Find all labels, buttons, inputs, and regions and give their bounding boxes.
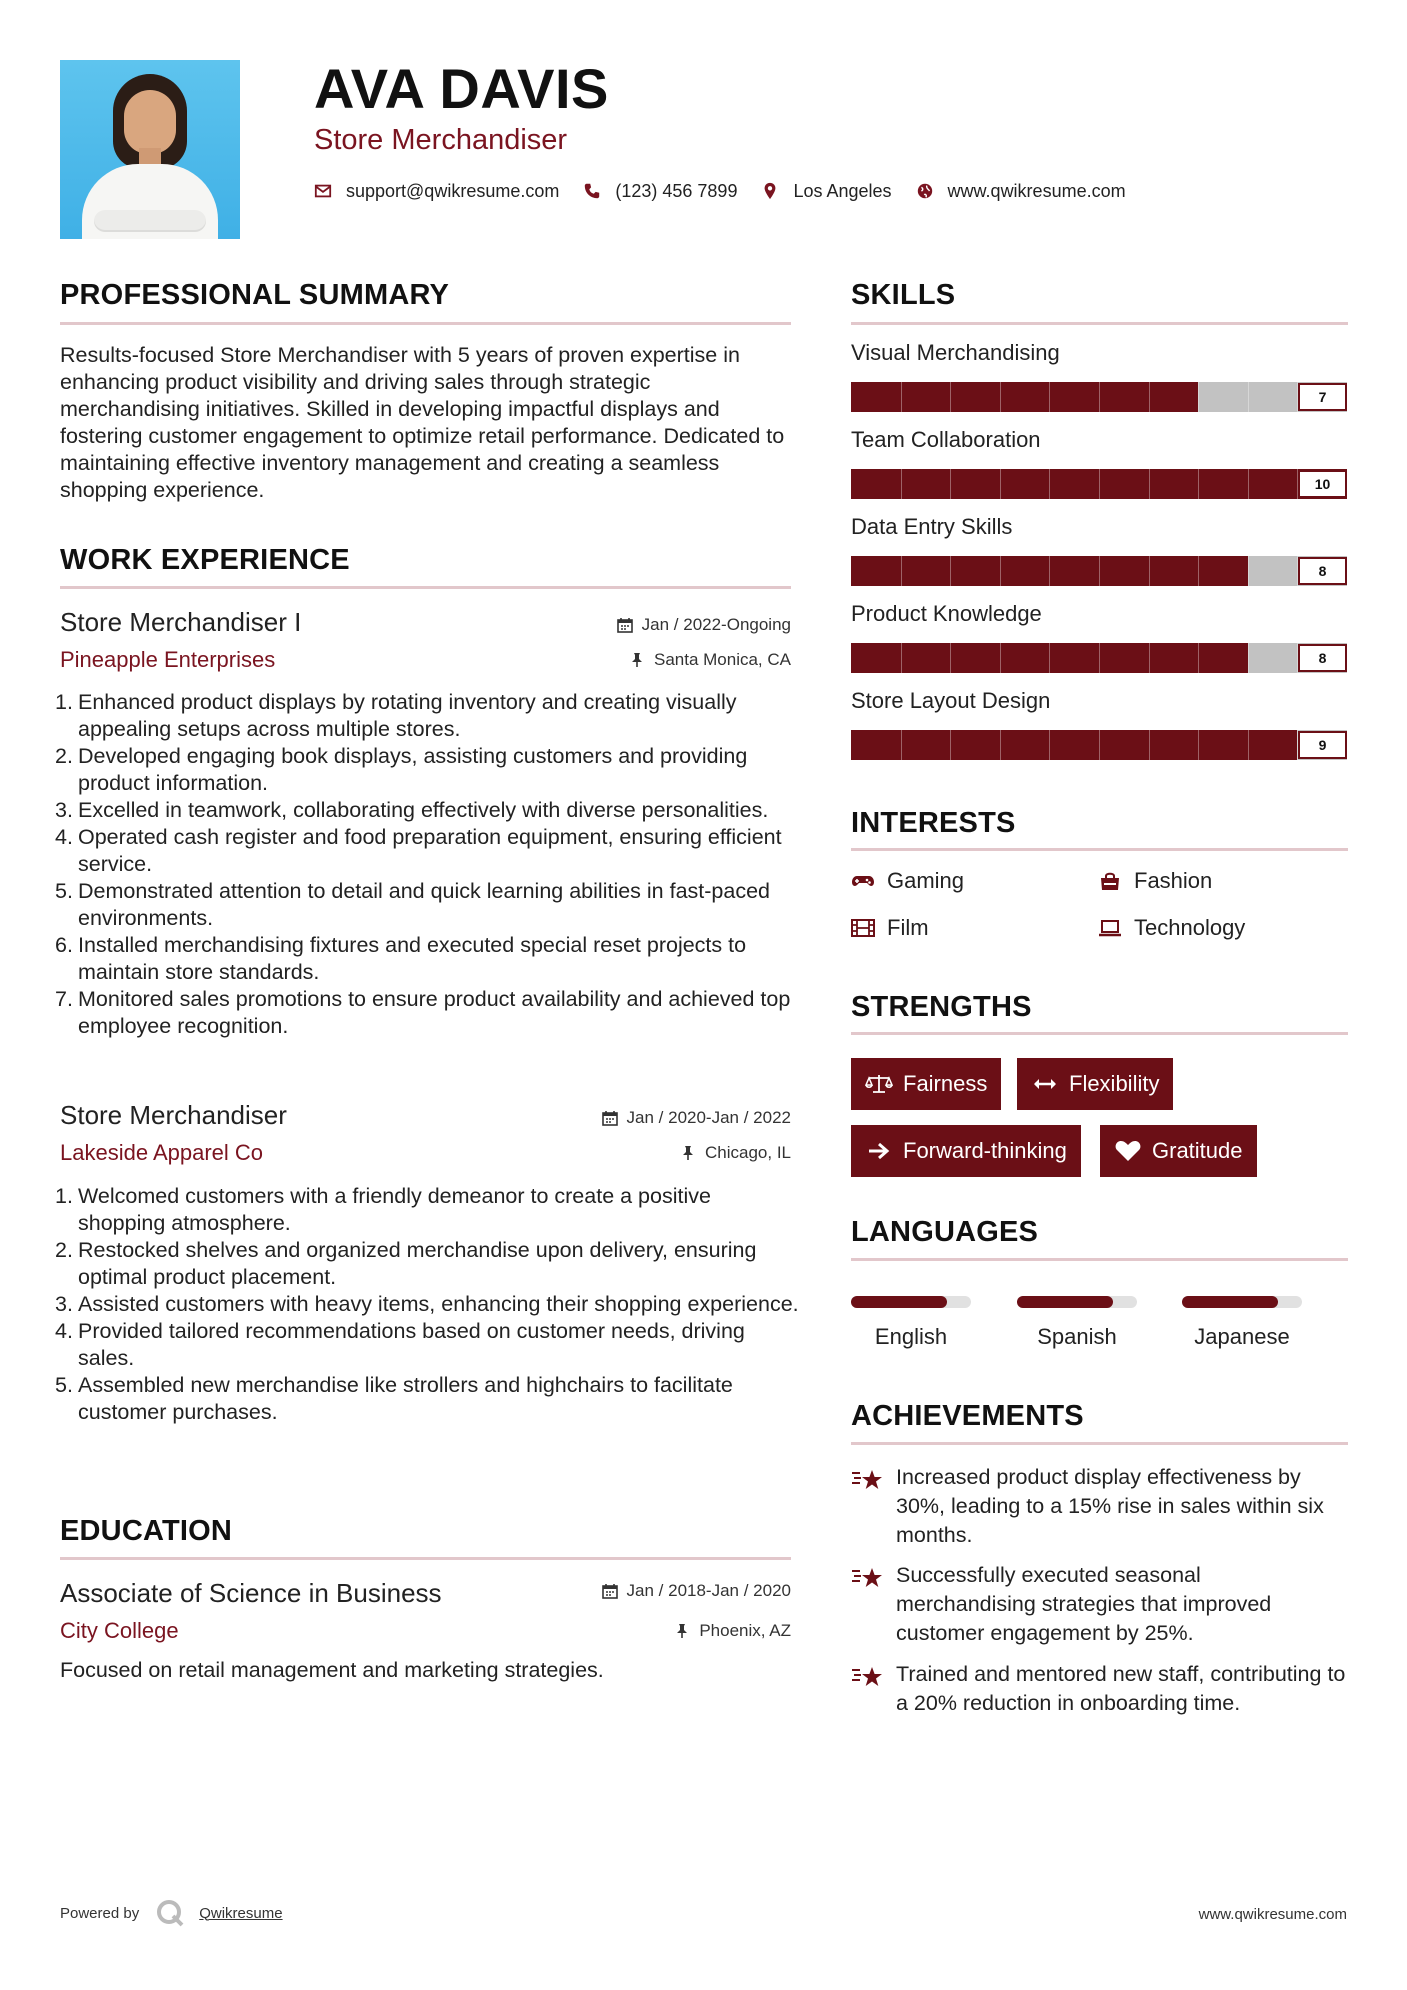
strength-gratitude: [1100, 1125, 1257, 1177]
interest-label: Film: [887, 915, 929, 940]
skill-bar-tick: [950, 730, 951, 760]
interest-film: [851, 915, 929, 941]
skill-bar-tick: [1000, 730, 1001, 760]
education-divider: [60, 1557, 791, 1560]
shooting-star-icon: [851, 1662, 885, 1692]
skill-level-badge: 10: [1298, 470, 1347, 498]
language-name: Japanese: [1194, 1324, 1290, 1349]
list-item: 7. Monitored sales promotions to ensure product availability and achieved top employee recognition.: [55, 987, 791, 1038]
skill-bar: [851, 730, 1347, 760]
skill-bar-tick: [1198, 730, 1199, 760]
skill-bar-tick: [1099, 382, 1100, 412]
education-dates-text: Jan / 2018-Jan / 2020: [626, 1581, 791, 1600]
balance-scale-icon: [865, 1073, 893, 1095]
strength-label: Flexibility: [1069, 1071, 1160, 1096]
strength-flexibility: [1017, 1058, 1173, 1110]
job-company: Pineapple Enterprises: [60, 647, 276, 672]
contact-location: [761, 181, 891, 202]
strength-label: Fairness: [903, 1071, 988, 1096]
achievement-text: Successfully executed seasonal merchandising strategies that improved customer engagement by 25%.: [896, 1563, 1272, 1645]
skill-bar-tick: [950, 469, 951, 499]
skill-bar-tick: [901, 730, 902, 760]
map-pin-icon: [761, 182, 779, 200]
calendar-icon: [602, 1583, 618, 1599]
skill-level-badge: 8: [1298, 557, 1347, 585]
list-item: 6. Installed merchandising fixtures and executed special reset projects to maintain store standards.: [55, 933, 747, 984]
list-item: 4. Provided tailored recommendations based on customer needs, driving sales.: [55, 1319, 745, 1370]
list-item: 1. Welcomed customers with a friendly demeanor to create a positive shopping atmosphere.: [55, 1184, 711, 1235]
contact-email-text: support@qwikresume.com: [346, 180, 560, 201]
achievement-text: Increased product display effectiveness by 30%, leading to a 15% rise in sales within six months.: [896, 1465, 1324, 1547]
calendar-icon: [602, 1110, 618, 1126]
interest-technology: [1098, 915, 1245, 941]
skill-bar-tick: [1000, 469, 1001, 499]
skill-bar-tick: [1198, 556, 1199, 586]
job-dates: [617, 615, 791, 635]
skill-bar-tick: [1000, 643, 1001, 673]
education-heading: EDUCATION: [60, 1515, 233, 1547]
skill-bar-tick: [1248, 643, 1249, 673]
skill-bar-tick: [1248, 382, 1249, 412]
education-description: Focused on retail management and marketing strategies.: [60, 1658, 604, 1682]
strengths-heading: STRENGTHS: [851, 991, 1032, 1023]
job-responsibilities: [55, 1183, 800, 1426]
skill-bar-tick: [1099, 469, 1100, 499]
skill-bar-tick: [1149, 730, 1150, 760]
skill-bar-tick: [1198, 469, 1199, 499]
shopping-bag-icon: [1098, 871, 1122, 891]
languages-divider: [851, 1258, 1348, 1261]
skill-bar-tick: [901, 469, 902, 499]
language-meter: [1182, 1296, 1302, 1308]
contact-location-text: Los Angeles: [793, 180, 892, 201]
skill-level-badge: 8: [1298, 644, 1347, 672]
skill-bar-tick: [950, 382, 951, 412]
list-item: 5. Demonstrated attention to detail and quick learning abilities in fast-paced environments.: [55, 879, 770, 930]
language-meter-fill: [1017, 1296, 1113, 1308]
skill-bar-tick: [1049, 382, 1050, 412]
strength-label: Forward-thinking: [903, 1138, 1067, 1163]
phone-icon: [583, 182, 601, 200]
job-dates-text: Jan / 2022-Ongoing: [641, 615, 791, 634]
skill-bar-tick: [1000, 382, 1001, 412]
achievements-divider: [851, 1442, 1348, 1445]
gamepad-icon: [851, 871, 875, 891]
job-location: [629, 650, 791, 670]
skill-bar-tick: [1149, 469, 1150, 499]
interest-label: Gaming: [887, 868, 965, 893]
profile-photo: [60, 60, 240, 239]
calendar-icon: [617, 617, 633, 633]
language-meter: [851, 1296, 971, 1308]
list-item: 3. Excelled in teamwork, collaborating effectively with diverse personalities.: [55, 798, 769, 822]
education-dates: [602, 1581, 791, 1601]
skill-bar: [851, 643, 1347, 673]
education-location-text: Phoenix, AZ: [699, 1621, 791, 1640]
job-location: [680, 1143, 791, 1163]
pushpin-icon: [680, 1145, 696, 1161]
list-item: 3. Assisted customers with heavy items, enhancing their shopping experience.: [55, 1292, 799, 1316]
summary-text: Results-focused Store Merchandiser with 5 years of proven expertise in enhancing product visibility and driving sales through strategic merchandising initiatives. Skilled in developing impactful displays and fostering customer engagement to optimize retail performance. Dedicated to maintaining effective inventory management and creating a seamless shopping experience.: [60, 343, 785, 502]
skill-bar-tick: [1099, 556, 1100, 586]
strength-forward-thinking: [851, 1125, 1081, 1177]
film-icon: [851, 918, 875, 938]
language-meter: [1017, 1296, 1137, 1308]
language-meter-fill: [1182, 1296, 1278, 1308]
language-meter-fill: [851, 1296, 947, 1308]
interests-heading: INTERESTS: [851, 807, 1016, 839]
interest-gaming: [851, 868, 964, 894]
shooting-star-icon: [851, 1465, 885, 1495]
skill-bar-tick: [950, 643, 951, 673]
laptop-icon: [1098, 918, 1122, 938]
job-title: Store Merchandiser: [60, 1100, 287, 1130]
interest-label: Fashion: [1134, 868, 1213, 893]
achievements-heading: ACHIEVEMENTS: [851, 1400, 1084, 1432]
contact-email[interactable]: [314, 181, 559, 202]
skill-level-badge: 7: [1298, 383, 1347, 411]
skill-bar-tick: [1198, 643, 1199, 673]
contact-website-text: www.qwikresume.com: [947, 180, 1126, 201]
arrows-horizontal-icon: [1031, 1073, 1059, 1095]
heart-icon: [1114, 1140, 1142, 1162]
job-title: Store Merchandiser I: [60, 607, 302, 637]
job-dates-text: Jan / 2020-Jan / 2022: [626, 1108, 791, 1127]
skill-bar-tick: [1099, 730, 1100, 760]
skill-name: Store Layout Design: [851, 688, 1051, 713]
contact-bar: [314, 178, 1150, 204]
school-name: City College: [60, 1618, 179, 1643]
skill-bar-fill: [851, 382, 1198, 412]
skill-bar-tick: [1049, 643, 1050, 673]
list-item: 1. Enhanced product displays by rotating inventory and creating visually appealing setups across multiple stores.: [55, 690, 737, 741]
summary-divider: [60, 322, 791, 325]
language-name: English: [874, 1324, 948, 1349]
skill-bar-tick: [1198, 382, 1199, 412]
pushpin-icon: [674, 1623, 690, 1639]
interest-label: Technology: [1134, 915, 1246, 940]
list-item: 5. Assembled new merchandise like strollers and highchairs to facilitate customer purchases.: [55, 1373, 733, 1424]
arrow-right-icon: [865, 1140, 893, 1162]
skill-bar-tick: [1049, 730, 1050, 760]
skill-name: Product Knowledge: [851, 601, 1042, 626]
skill-bar-tick: [901, 382, 902, 412]
globe-icon: [916, 182, 934, 200]
skills-heading: SKILLS: [851, 279, 956, 311]
skills-divider: [851, 322, 1348, 325]
job-responsibilities: [55, 689, 800, 1040]
list-item: 2. Restocked shelves and organized merchandise upon delivery, ensuring optimal product placement.: [55, 1238, 757, 1289]
skill-bar-tick: [901, 556, 902, 586]
summary-heading: PROFESSIONAL SUMMARY: [60, 279, 450, 311]
job-location-text: Santa Monica, CA: [653, 650, 791, 669]
skill-bar-tick: [1049, 469, 1050, 499]
list-item: 2. Developed engaging book displays, assisting customers and providing product information.: [55, 744, 748, 795]
skill-level-badge: 9: [1298, 731, 1347, 759]
skill-bar-tick: [1149, 382, 1150, 412]
skill-bar-tick: [950, 556, 951, 586]
job-company: Lakeside Apparel Co: [60, 1140, 264, 1165]
footer-website[interactable]: www.qwikresume.com: [1198, 1906, 1347, 1923]
candidate-name: AVA DAVIS: [314, 57, 609, 120]
contact-phone[interactable]: [583, 181, 737, 202]
qwikresume-logo-icon: [155, 1898, 185, 1928]
list-item: 4. Operated cash register and food preparation equipment, ensuring efficient service.: [55, 825, 782, 876]
strengths-divider: [851, 1032, 1348, 1035]
skill-bar-tick: [1149, 643, 1150, 673]
interests-divider: [851, 848, 1348, 851]
skill-bar-fill: [851, 730, 1297, 760]
envelope-icon: [314, 182, 332, 200]
skill-name: Visual Merchandising: [851, 340, 1060, 365]
achievement-text: Trained and mentored new staff, contributing to a 20% reduction in onboarding time.: [896, 1662, 1346, 1715]
skill-name: Data Entry Skills: [851, 514, 1013, 539]
job-location-text: Chicago, IL: [705, 1143, 791, 1162]
experience-heading: WORK EXPERIENCE: [60, 544, 350, 576]
shooting-star-icon: [851, 1563, 885, 1593]
contact-website[interactable]: [916, 181, 1126, 202]
skill-bar-tick: [1049, 556, 1050, 586]
job-dates: [602, 1108, 791, 1128]
skill-bar-tick: [1000, 556, 1001, 586]
skill-bar-tick: [1248, 469, 1249, 499]
skill-bar-tick: [1248, 556, 1249, 586]
skill-bar-tick: [1248, 730, 1249, 760]
candidate-role: Store Merchandiser: [314, 124, 568, 156]
skill-bar-tick: [1149, 556, 1150, 586]
skill-bar-tick: [901, 643, 902, 673]
experience-divider: [60, 586, 791, 589]
skill-bar: [851, 382, 1347, 412]
strength-label: Gratitude: [1152, 1138, 1243, 1163]
skill-bar-tick: [1099, 643, 1100, 673]
skill-name: Team Collaboration: [851, 427, 1041, 452]
interest-fashion: [1098, 868, 1212, 894]
footer-credit: [60, 1898, 283, 1928]
skill-bar: [851, 469, 1347, 499]
powered-by-label: Powered by: [60, 1904, 140, 1922]
language-name: Spanish: [1037, 1324, 1117, 1349]
languages-heading: LANGUAGES: [851, 1216, 1039, 1248]
contact-phone-text: (123) 456 7899: [615, 180, 738, 201]
brand-link[interactable]: Qwikresume: [199, 1904, 283, 1922]
education-location: [674, 1621, 791, 1641]
strength-fairness: [851, 1058, 1001, 1110]
degree-title: Associate of Science in Business: [60, 1578, 442, 1608]
pushpin-icon: [629, 652, 645, 668]
skill-bar: [851, 556, 1347, 586]
